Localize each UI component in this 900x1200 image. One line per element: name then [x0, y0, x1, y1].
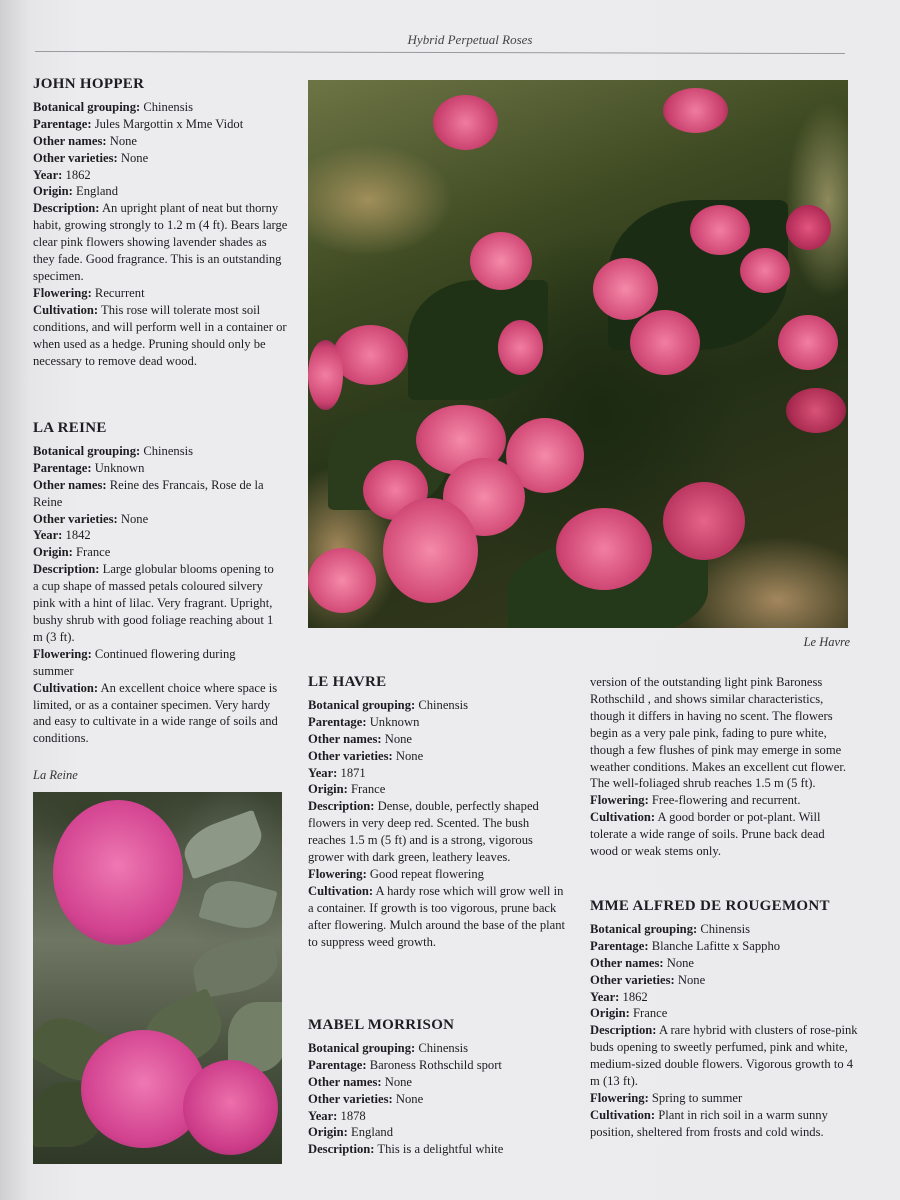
origin-value: France [633, 1006, 668, 1021]
entry-mme-alfred-de-rougemont [590, 898, 858, 1141]
flowering-value: Good repeat flowering [369, 866, 484, 881]
field-label: Other varieties: [308, 748, 393, 763]
cultivation-value: This rose will tolerate most soil conditions, and will perform well in a container or when used as a hedge. Pruning should only be necessary to remove dead wood. [33, 302, 287, 368]
parentage-value: Unknown [369, 714, 420, 729]
field-label: Botanical grouping: [33, 99, 141, 114]
cultivation-value: Plant in rich soil in a warm sunny position, sheltered from frosts and cold winds. [590, 1107, 828, 1139]
parentage-value: Jules Margottin x Mme Vidot [94, 116, 244, 131]
field-label: Origin: [590, 1006, 630, 1021]
field-label: Other names: [33, 133, 107, 148]
year-value: 1862 [622, 989, 648, 1004]
entry-mabel-morrison [308, 1017, 566, 1158]
field-label: Botanical grouping: [33, 443, 141, 458]
parentage-value: Blanche Lafitte x Sappho [651, 938, 781, 953]
field-label: Other varieties: [33, 511, 118, 526]
grouping-value: Chinensis [418, 697, 469, 712]
field-label: Year: [33, 167, 63, 182]
other-names-value: None [666, 955, 695, 970]
origin-value: England [351, 1125, 394, 1140]
entry-john-hopper [33, 76, 288, 369]
entry-title: LE HAVRE [308, 674, 387, 690]
field-label: Year: [33, 528, 63, 543]
field-label: Cultivation: [590, 1107, 656, 1122]
entry-la-reine [33, 420, 278, 747]
description-value: A rare hybrid with clusters of rose-pink buds opening to sweetly perfumed, pink and white, medium-sized double flowers. Vigorous growth to 4 m (13 ft). [590, 1023, 858, 1089]
caption-le-havre: Le Havre [803, 635, 850, 649]
field-label: Description: [33, 201, 100, 216]
field-label: Origin: [33, 184, 73, 199]
field-label: Other names: [308, 731, 382, 746]
year-value: 1871 [340, 765, 366, 780]
flowering-value: Spring to summer [651, 1090, 743, 1105]
field-label: Parentage: [33, 460, 92, 475]
field-label: Description: [308, 1142, 375, 1157]
field-label: Description: [33, 562, 100, 577]
parentage-value: Baroness Rothschild sport [369, 1057, 502, 1072]
other-varieties-value: None [120, 150, 149, 165]
entry-title: JOHN HOPPER [33, 76, 145, 92]
field-label: Year: [308, 765, 338, 780]
field-label: Origin: [33, 545, 73, 560]
other-names-value: Reine des Francais, Rose de la Reine [33, 477, 264, 509]
year-value: 1862 [65, 167, 91, 182]
field-label: Cultivation: [590, 810, 656, 825]
field-label: Parentage: [590, 938, 649, 953]
field-label: Other varieties: [33, 150, 118, 165]
field-label: Description: [590, 1023, 657, 1038]
cultivation-value: A hardy rose which will grow well in a container. If growth is too vigorous, prune back after flowering. Mulch around the base of the plant to suppress weed growth. [308, 883, 566, 949]
description-value: This is a delightful white [377, 1142, 504, 1157]
year-value: 1878 [340, 1108, 366, 1123]
flowering-value: Continued flowering during summer [33, 646, 236, 678]
description-continued-value: version of the outstanding light pink Baroness Rothschild , and shows similar characteristics, though it differs in having no scent. The flowers begin as a very pale pink, fading to pure white, though a few flushes of pink may emerge in some weather conditions. Makes an excellent cut flower. The well-foliaged shrub reaches 1.5 m (5 ft). [590, 675, 846, 791]
field-label: Flowering: [590, 1090, 649, 1105]
field-label: Flowering: [33, 646, 92, 661]
field-label: Year: [308, 1108, 338, 1123]
field-label: Other names: [33, 477, 107, 492]
field-label: Flowering: [308, 866, 367, 881]
grouping-value: Chinensis [143, 443, 194, 458]
field-label: Other names: [308, 1074, 382, 1089]
parentage-value: Unknown [94, 460, 145, 475]
field-label: Parentage: [308, 714, 367, 729]
field-label: Year: [590, 989, 620, 1004]
other-varieties-value: None [395, 1091, 424, 1106]
field-label: Origin: [308, 1125, 348, 1140]
la-reine-photo [33, 792, 282, 1164]
field-label: Botanical grouping: [308, 1040, 416, 1055]
entry-le-havre [308, 674, 566, 951]
entry-mabel-morrison-continued [590, 674, 850, 860]
description-value: Dense, double, perfectly shaped flowers in very deep red. Scented. The bush reaches 1.5 m (5 ft) and is a strong, vigorous grower with dark green, leathery leaves. [308, 799, 539, 865]
entry-title: LA REINE [33, 420, 107, 436]
field-label: Other varieties: [308, 1091, 393, 1106]
field-label: Parentage: [33, 116, 92, 131]
description-value: Large globular blooms opening to a cup shape of massed petals coloured silvery pink with a hint of lilac. Very fragrant. Upright, bushy shrub with good foliage reaching about 1 m (3 ft). [33, 562, 274, 644]
description-value: An upright plant of neat but thorny habit, growing strongly to 1.2 m (4 ft). Bears large clear pink flowers showing lavender shades as they fade. Good fragrance. This is an outstanding specimen. [33, 201, 288, 283]
other-varieties-value: None [395, 748, 424, 763]
field-label: Flowering: [590, 793, 649, 808]
other-varieties-value: None [677, 972, 706, 987]
caption-la-reine: La Reine [33, 768, 78, 782]
grouping-value: Chinensis [143, 99, 194, 114]
field-label: Cultivation: [33, 680, 99, 695]
field-label: Other varieties: [590, 972, 675, 987]
origin-value: France [76, 545, 111, 560]
field-label: Cultivation: [33, 302, 99, 317]
header-rule [35, 51, 845, 54]
entry-title: MME ALFRED DE ROUGEMONT [590, 898, 830, 914]
other-names-value: None [384, 1074, 413, 1089]
other-names-value: None [384, 731, 413, 746]
field-label: Description: [308, 799, 375, 814]
flowering-value: Recurrent [94, 285, 145, 300]
flowering-value: Free-flowering and recurrent. [651, 793, 801, 808]
entry-title: MABEL MORRISON [308, 1017, 455, 1033]
grouping-value: Chinensis [700, 921, 751, 936]
le-havre-photo [308, 80, 848, 628]
origin-value: France [351, 782, 386, 797]
running-header: Hybrid Perpetual Roses [407, 32, 533, 47]
field-label: Botanical grouping: [590, 921, 698, 936]
field-label: Botanical grouping: [308, 697, 416, 712]
field-label: Other names: [590, 955, 664, 970]
other-names-value: None [109, 133, 138, 148]
year-value: 1842 [65, 528, 91, 543]
field-label: Flowering: [33, 285, 92, 300]
field-label: Origin: [308, 782, 348, 797]
cultivation-value: An excellent choice where space is limited, or as a container specimen. Very hardy and easy to cultivate in a wide range of soils and conditions. [33, 680, 278, 746]
field-label: Cultivation: [308, 883, 374, 898]
other-varieties-value: None [120, 511, 149, 526]
origin-value: England [76, 184, 119, 199]
grouping-value: Chinensis [418, 1040, 469, 1055]
field-label: Parentage: [308, 1057, 367, 1072]
cultivation-value: A good border or pot-plant. Will tolerate a wide range of soils. Prune back dead wood or weak stems only. [590, 810, 825, 859]
